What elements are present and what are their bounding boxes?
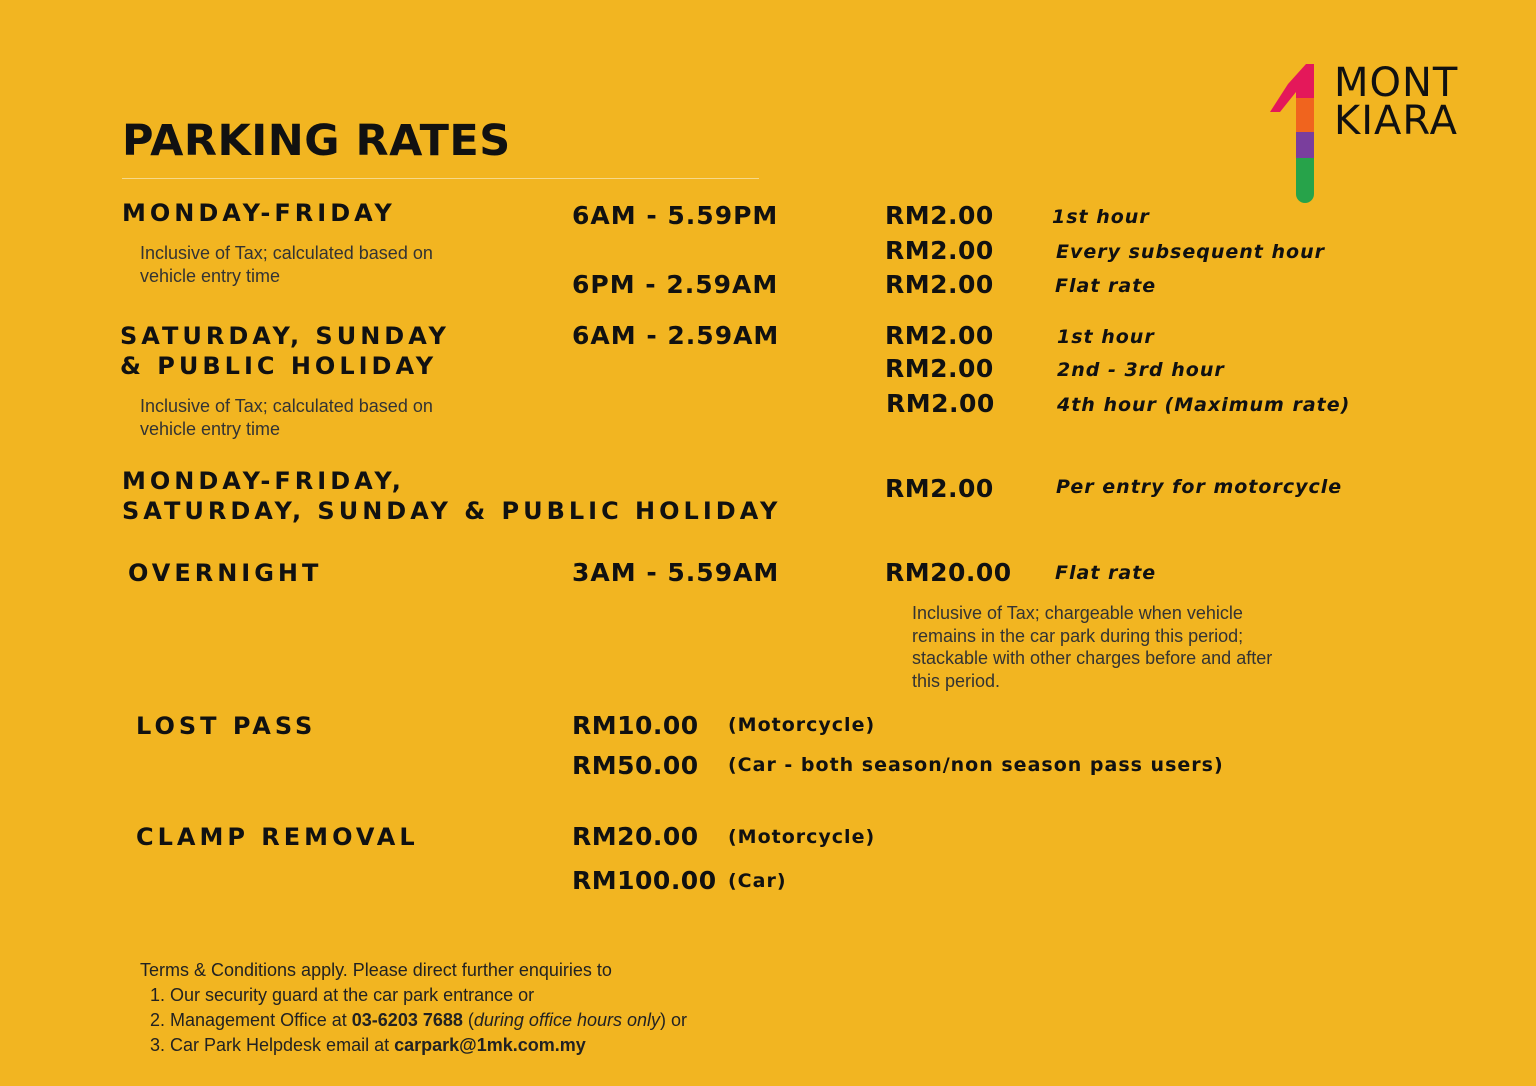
weekend-desc-max: 4th hour (Maximum rate) xyxy=(1057,394,1351,416)
footer-item2-pre: Management Office at xyxy=(170,1010,352,1030)
weekday-price-first-hour: RM2.00 xyxy=(885,201,994,230)
motorcycle-heading-line2: SATURDAY, SUNDAY & PUBLIC HOLIDAY xyxy=(122,497,782,525)
weekend-price-first-hour: RM2.00 xyxy=(885,321,994,350)
footer-item3-pre: Car Park Helpdesk email at xyxy=(170,1035,395,1055)
logo-text-kiara: KIARA xyxy=(1334,98,1458,144)
weekday-price-subsequent: RM2.00 xyxy=(885,236,994,265)
footer-item2-paren-open: ( xyxy=(462,1010,474,1030)
weekend-heading-line2: & PUBLIC HOLIDAY xyxy=(120,352,438,380)
weekend-desc-first-hour: 1st hour xyxy=(1057,326,1155,348)
motorcycle-price: RM2.00 xyxy=(885,474,994,503)
weekday-desc-flat: Flat rate xyxy=(1055,275,1157,297)
weekday-price-flat: RM2.00 xyxy=(885,270,994,299)
weekday-desc-subsequent: Every subsequent hour xyxy=(1056,241,1325,263)
footer-item-office xyxy=(170,1008,687,1033)
motorcycle-desc: Per entry for motorcycle xyxy=(1056,476,1343,498)
lost-pass-price-motorcycle: RM10.00 xyxy=(572,711,699,740)
weekend-price-max: RM2.00 xyxy=(886,389,995,418)
overnight-heading: OVERNIGHT xyxy=(128,559,323,587)
weekday-heading: MONDAY-FRIDAY xyxy=(122,199,396,227)
weekday-time-day: 6AM - 5.59PM xyxy=(572,201,779,230)
footer-item-helpdesk xyxy=(170,1033,687,1058)
clamp-heading: CLAMP REMOVAL xyxy=(136,823,419,851)
logo-one-icon xyxy=(1266,62,1326,204)
title-divider xyxy=(122,178,759,179)
weekday-desc-first-hour: 1st hour xyxy=(1052,206,1150,228)
footer-intro: Terms & Conditions apply. Please direct further enquiries to xyxy=(140,960,612,980)
footer-terms xyxy=(140,958,687,1058)
lost-pass-desc-car: (Car - both season/non season pass users) xyxy=(728,754,1224,776)
office-phone[interactable]: 03-6203 7688 xyxy=(351,1010,463,1030)
footer-item-security xyxy=(170,983,687,1008)
office-hours-note: during office hours only xyxy=(473,1010,660,1030)
footer-list xyxy=(140,983,687,1058)
page-title: PARKING RATES xyxy=(122,116,511,166)
overnight-note: Inclusive of Tax; chargeable when vehicle remains in the car park during this period; stackable with other charges before and after this period. xyxy=(912,603,1273,691)
overnight-price: RM20.00 xyxy=(885,558,1012,587)
mont-kiara-logo xyxy=(1266,62,1486,204)
weekend-price-2nd-3rd: RM2.00 xyxy=(885,354,994,383)
weekday-note: Inclusive of Tax; calculated based on vehicle entry time xyxy=(140,243,433,286)
overnight-desc: Flat rate xyxy=(1055,562,1157,584)
weekend-note: Inclusive of Tax; calculated based on vehicle entry time xyxy=(140,396,433,439)
lost-pass-heading: LOST PASS xyxy=(136,712,317,740)
overnight-time: 3AM - 5.59AM xyxy=(572,558,780,587)
lost-pass-price-car: RM50.00 xyxy=(572,751,699,780)
motorcycle-heading-line1: MONDAY-FRIDAY, xyxy=(122,467,405,495)
weekday-time-night: 6PM - 2.59AM xyxy=(572,270,779,299)
clamp-price-motorcycle: RM20.00 xyxy=(572,822,699,851)
footer-item2-post: ) or xyxy=(660,1010,687,1030)
helpdesk-email-link[interactable]: carpark@1mk.com.my xyxy=(394,1035,586,1055)
clamp-price-car: RM100.00 xyxy=(572,866,717,895)
weekend-heading-line1: SATURDAY, SUNDAY xyxy=(120,322,450,350)
clamp-desc-motorcycle: (Motorcycle) xyxy=(728,826,876,848)
lost-pass-desc-motorcycle: (Motorcycle) xyxy=(728,714,876,736)
clamp-desc-car: (Car) xyxy=(728,870,787,892)
footer-item1-text: Our security guard at the car park entrance or xyxy=(170,985,535,1005)
logo-text-mont: MONT xyxy=(1334,60,1459,106)
weekend-desc-2nd-3rd: 2nd - 3rd hour xyxy=(1057,359,1225,381)
weekend-time: 6AM - 2.59AM xyxy=(572,321,780,350)
